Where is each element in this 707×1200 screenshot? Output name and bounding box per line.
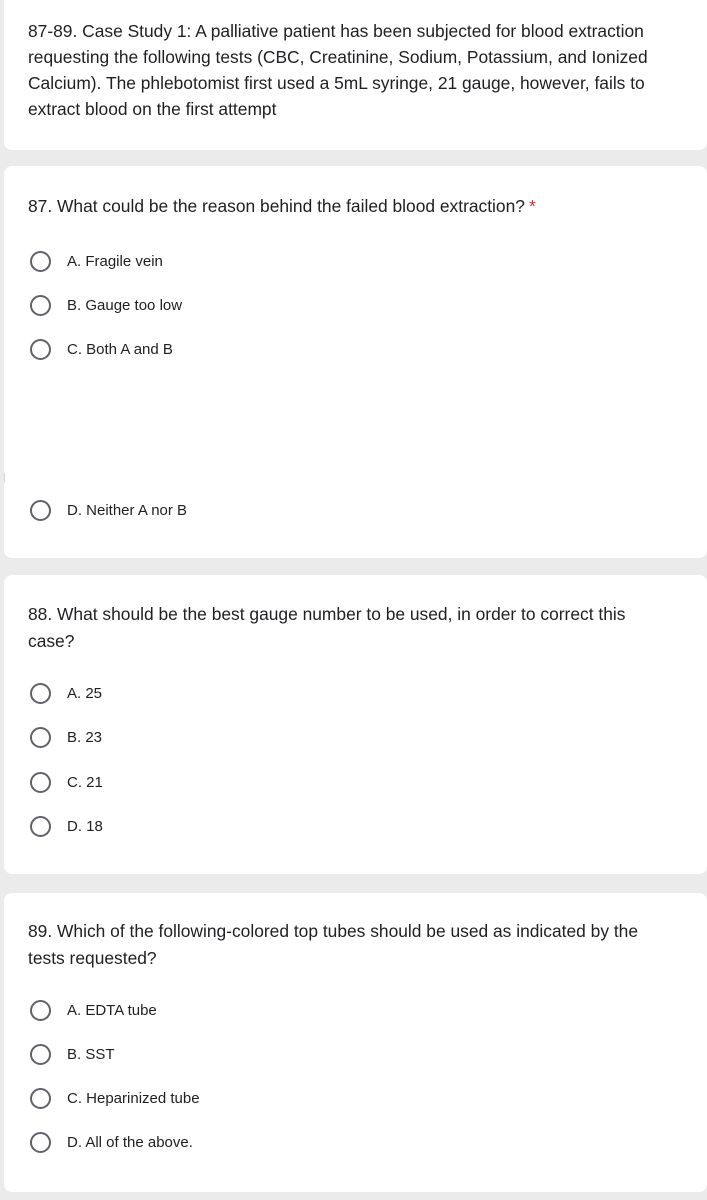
question-89-title: 89. Which of the following-colored top tubes should be used as indicated by the tests requested? xyxy=(28,921,639,968)
q88-option-d-label: D. 18 xyxy=(67,817,103,835)
q87-option-b[interactable] xyxy=(30,293,182,317)
q87-option-d-label: D. Neither A nor B xyxy=(67,501,188,519)
radio-unchecked-icon[interactable] xyxy=(30,727,51,748)
q88-option-c-label: C. 21 xyxy=(67,773,103,791)
radio-unchecked-icon[interactable] xyxy=(30,295,51,316)
case-study-card xyxy=(4,0,707,150)
required-asterisk: * xyxy=(528,196,536,216)
case-study-description: 87-89. Case Study 1: A palliative patient has been subjected for blood extraction requesting the following tests (CBC, Creatinine, Sodium, Potassium, and Ionized Calcium). The phlebotomist first used a 5mL syringe, 21 gauge, however, fails to extract blood on the first attempt xyxy=(28,21,648,119)
q88-option-b[interactable] xyxy=(30,725,102,749)
q89-option-a[interactable] xyxy=(30,998,157,1022)
q87-option-a[interactable] xyxy=(30,249,163,273)
q89-option-c-label: C. Heparinized tube xyxy=(67,1089,200,1107)
q87-option-b-label: B. Gauge too low xyxy=(67,296,183,314)
radio-unchecked-icon[interactable] xyxy=(30,339,51,360)
question-89-card xyxy=(4,893,707,1192)
radio-unchecked-icon[interactable] xyxy=(30,500,51,521)
q89-option-d-label: D. All of the above. xyxy=(67,1133,193,1151)
question-87-card xyxy=(4,166,707,558)
radio-unchecked-icon[interactable] xyxy=(30,1088,51,1109)
question-88-title: 88. What should be the best gauge number to be used, in order to correct this case? xyxy=(28,604,626,651)
radio-unchecked-icon[interactable] xyxy=(30,251,51,272)
radio-unchecked-icon[interactable] xyxy=(30,683,51,704)
q87-option-d[interactable] xyxy=(30,498,187,522)
q87-option-c[interactable] xyxy=(30,337,173,361)
q88-option-c[interactable] xyxy=(30,770,103,794)
q88-option-b-label: B. 23 xyxy=(67,728,103,746)
question-87-title xyxy=(28,193,668,220)
radio-unchecked-icon[interactable] xyxy=(30,1044,51,1065)
q89-option-b-label: B. SST xyxy=(67,1045,115,1063)
q89-option-a-label: A. EDTA tube xyxy=(67,1001,157,1019)
q87-option-c-label: C. Both A and B xyxy=(67,340,173,358)
radio-unchecked-icon[interactable] xyxy=(30,816,51,837)
q87-option-a-label: A. Fragile vein xyxy=(67,252,163,270)
q88-option-a-label: A. 25 xyxy=(67,684,103,702)
edge-divider xyxy=(0,473,5,483)
question-87-text: 87. What could be the reason behind the failed blood extraction? xyxy=(28,196,525,216)
radio-unchecked-icon[interactable] xyxy=(30,1132,51,1153)
q88-option-d[interactable] xyxy=(30,814,103,838)
q89-option-d[interactable] xyxy=(30,1130,193,1154)
q89-option-c[interactable] xyxy=(30,1086,200,1110)
question-88-card xyxy=(4,575,707,874)
q89-option-b[interactable] xyxy=(30,1042,115,1066)
q88-option-a[interactable] xyxy=(30,681,102,705)
radio-unchecked-icon[interactable] xyxy=(30,772,51,793)
radio-unchecked-icon[interactable] xyxy=(30,1000,51,1021)
